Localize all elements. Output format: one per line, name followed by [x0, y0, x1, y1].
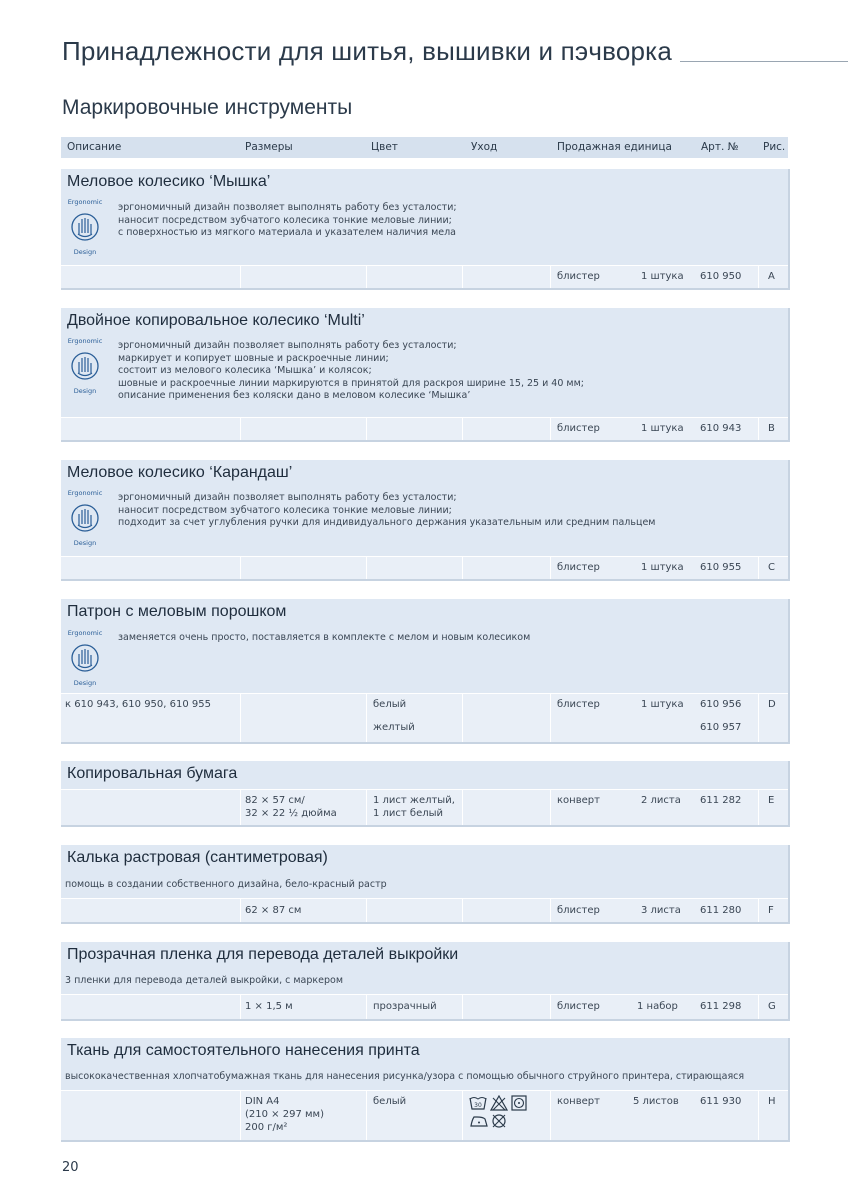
- badge-bottom-label: Design: [73, 248, 97, 256]
- description-line: с поверхностью из мягкого материала и указателем наличия мела: [118, 227, 456, 238]
- table-row: [61, 556, 788, 579]
- sales-qty: 1 штука: [641, 271, 684, 282]
- description-line: шовные и раскроечные линии маркируются в принятой для раскроя ширине 15, 25 и 40 мм;: [118, 377, 584, 389]
- product-title: Меловое колесико ‘Карандаш’: [67, 464, 293, 481]
- article-number: 610 957: [700, 722, 742, 733]
- badge-bottom-label: Design: [73, 387, 97, 395]
- size-value: DIN A4: [245, 1096, 280, 1107]
- description-line: наносит посредством зубчатого колесика тонкие меловые линии;: [118, 504, 452, 516]
- col-sizes: Размеры: [245, 141, 293, 153]
- sales-qty: 3 листа: [641, 905, 681, 916]
- article-number: 611 282: [700, 795, 742, 806]
- col-sales-unit: Продажная единица: [557, 141, 672, 153]
- description-line: 3 пленки для перевода деталей выкройки, с маркером: [65, 975, 344, 986]
- color-value: белый: [373, 699, 407, 710]
- product-block: [61, 460, 790, 581]
- row-description: к 610 943, 610 950, 610 955: [65, 699, 211, 710]
- product-block: [61, 308, 790, 442]
- sales-package: блистер: [557, 423, 600, 434]
- col-article: Арт. №: [701, 141, 739, 153]
- badge-top-label: Ergonomic: [67, 629, 103, 637]
- hand-icon: [70, 639, 100, 677]
- size-value: 1 × 1,5 м: [245, 1001, 293, 1012]
- product-title: Копировальная бумага: [67, 765, 238, 782]
- product-block: [61, 845, 790, 924]
- color-value: 1 лист желтый,: [373, 795, 455, 806]
- badge-top-label: Ergonomic: [67, 198, 103, 206]
- article-number: 611 930: [700, 1096, 742, 1107]
- product-title: Прозрачная пленка для перевода деталей выкройки: [67, 946, 459, 963]
- col-figure: Рис.: [763, 141, 786, 153]
- hand-icon: [70, 347, 100, 385]
- article-number: 610 950: [700, 271, 742, 282]
- size-value: 82 × 57 см/: [245, 795, 305, 806]
- sales-qty: 1 штука: [641, 423, 684, 434]
- table-row: [61, 693, 788, 742]
- article-number: 610 956: [700, 699, 742, 710]
- size-value: 62 × 87 см: [245, 905, 302, 916]
- sales-package: блистер: [557, 699, 600, 710]
- figure-letter: E: [768, 795, 775, 806]
- description-line: высококачественная хлопчатобумажная ткань для нанесения рисунка/узора с помощью обычного струйного принтера, стирающаяся: [65, 1071, 745, 1082]
- description-line: описание применения без коляски дано в меловом колесике ‘Мышка’: [118, 390, 471, 401]
- product-title: Двойное копировальное колесико ‘Multi’: [67, 312, 365, 329]
- product-title: Меловое колесико ‘Мышка’: [67, 173, 271, 190]
- color-value: прозрачный: [373, 1001, 437, 1012]
- figure-letter: A: [768, 271, 775, 282]
- product-title: Калька растровая (сантиметровая): [67, 849, 328, 866]
- description-line: эргономичный дизайн позволяет выполнять работу без усталости;: [118, 492, 457, 503]
- section-title: Маркировочные инструменты: [62, 96, 353, 119]
- badge-bottom-label: Design: [73, 539, 97, 547]
- table-row: [61, 994, 788, 1019]
- sales-package: блистер: [557, 1001, 600, 1012]
- badge-top-label: Ergonomic: [67, 489, 103, 497]
- article-number: 611 280: [700, 905, 742, 916]
- article-number: 611 298: [700, 1001, 742, 1012]
- article-number: 610 943: [700, 423, 742, 434]
- color-value: 1 лист белый: [373, 808, 444, 819]
- product-block: [61, 1038, 790, 1142]
- table-row: [61, 265, 788, 288]
- product-title: Патрон с меловым порошком: [67, 603, 287, 620]
- sales-qty: 1 штука: [641, 699, 684, 710]
- figure-letter: G: [768, 1001, 776, 1012]
- badge-top-label: Ergonomic: [67, 337, 103, 345]
- figure-letter: D: [768, 699, 776, 710]
- iron-low-icon: [469, 1114, 489, 1128]
- no-bleach-icon: [490, 1095, 508, 1111]
- sales-package: конверт: [557, 795, 600, 806]
- product-block: [61, 169, 790, 290]
- sales-qty: 5 листов: [633, 1096, 679, 1107]
- description-line: маркирует и копирует шовные и раскроечные линии;: [118, 352, 389, 364]
- size-value: (210 × 297 мм): [245, 1109, 324, 1120]
- table-row: [61, 1090, 788, 1140]
- ergonomic-badge: [64, 629, 106, 689]
- description-line: подходит за счет углубления ручки для индивидуального держания указательным или средним пальцем: [118, 517, 656, 528]
- figure-letter: F: [768, 905, 774, 916]
- ergonomic-badge: [64, 198, 106, 258]
- hand-icon: [70, 499, 100, 537]
- table-row: [61, 417, 788, 440]
- description-line: состоит из мелового колесика ‘Мышка’ и колясок;: [118, 365, 372, 376]
- figure-letter: B: [768, 423, 775, 434]
- description-line: помощь в создании собственного дизайна, бело-красный растр: [65, 879, 387, 890]
- column-header: [61, 137, 788, 158]
- sales-package: конверт: [557, 1096, 600, 1107]
- ergonomic-badge: [64, 489, 106, 549]
- description-line: эргономичный дизайн позволяет выполнять работу без усталости;: [118, 340, 457, 351]
- col-description: Описание: [67, 141, 122, 153]
- hand-icon: [70, 208, 100, 246]
- wash-30-icon: [469, 1095, 487, 1111]
- col-care: Уход: [471, 141, 498, 153]
- product-title: Ткань для самостоятельного нанесения принта: [67, 1042, 420, 1059]
- table-row: [61, 898, 788, 922]
- sales-package: блистер: [557, 271, 600, 282]
- badge-bottom-label: Design: [73, 679, 97, 687]
- description-line: заменяется очень просто, поставляется в комплекте с мелом и новым колесиком: [118, 632, 531, 643]
- sales-package: блистер: [557, 562, 600, 573]
- sales-qty: 2 листа: [641, 795, 681, 806]
- no-dry-clean-icon: [491, 1113, 507, 1129]
- tumble-dry-icon: [511, 1095, 527, 1111]
- size-value: 32 × 22 ½ дюйма: [245, 808, 337, 819]
- sales-qty: 1 набор: [637, 1001, 678, 1012]
- product-block: [61, 599, 790, 744]
- color-value: желтый: [373, 722, 415, 733]
- color-value: белый: [373, 1096, 407, 1107]
- title-rule: [680, 61, 848, 62]
- col-color: Цвет: [371, 141, 398, 153]
- ergonomic-badge: [64, 337, 106, 397]
- figure-letter: C: [768, 562, 775, 573]
- article-number: 610 955: [700, 562, 742, 573]
- size-value: 200 г/м²: [245, 1122, 288, 1133]
- sales-package: блистер: [557, 905, 600, 916]
- page-number: 20: [62, 1160, 79, 1175]
- figure-letter: H: [768, 1096, 776, 1107]
- product-block: [61, 942, 790, 1021]
- page-title: Принадлежности для шитья, вышивки и пэчворка: [62, 36, 672, 66]
- description-line: наносит посредством зубчатого колесика тонкие меловые линии;: [118, 214, 452, 226]
- svg-text:30: 30: [474, 1102, 482, 1109]
- sales-qty: 1 штука: [641, 562, 684, 573]
- description-line: эргономичный дизайн позволяет выполнять работу без усталости;: [118, 202, 457, 213]
- product-block: [61, 761, 790, 827]
- table-row: [61, 789, 788, 825]
